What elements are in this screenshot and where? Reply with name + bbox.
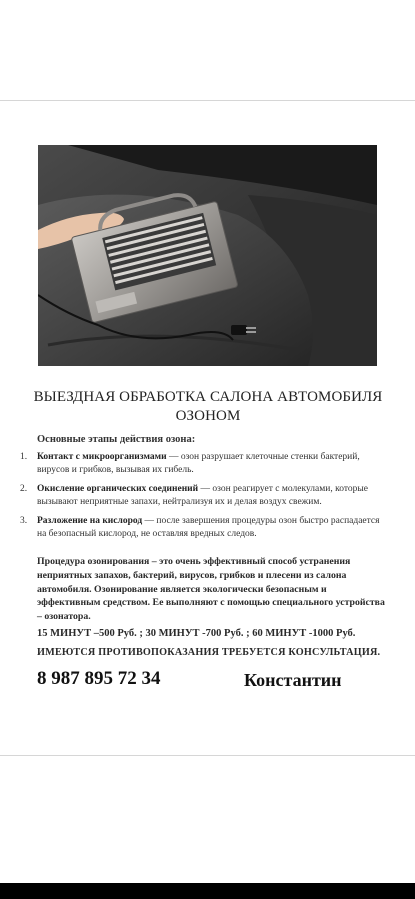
price-list: 15 МИНУТ –500 Руб. ; 30 МИНУТ -700 Руб. ; 60 МИНУТ -1000 Руб. xyxy=(37,628,356,639)
list-item-text: — озон реагирует с молекулами, которые вызывают неприятные запахи, нейтрализуя их и делая воздух свежим. xyxy=(37,484,368,507)
phone-number[interactable]: 8 987 895 72 34 xyxy=(37,668,161,689)
ozone-steps-list xyxy=(20,451,380,547)
list-item-term: Контакт с микроорганизмами xyxy=(37,452,167,462)
list-item-term: Разложение на кислород xyxy=(37,516,143,526)
list-item xyxy=(20,483,380,508)
contraindications-warning: ИМЕЮТСЯ ПРОТИВОПОКАЗАНИЯ ТРЕБУЕТСЯ КОНСУЛЬТАЦИЯ. xyxy=(37,647,381,658)
contact-name: Константин xyxy=(244,670,342,690)
list-item-number: 1. xyxy=(20,452,28,462)
list-item-term: Окисление органических соединений xyxy=(37,484,199,494)
list-item-number: 2. xyxy=(20,484,28,494)
bottom-bar xyxy=(0,883,415,899)
list-item xyxy=(20,515,380,540)
bottom-divider xyxy=(0,755,415,756)
list-item xyxy=(20,451,380,476)
top-divider xyxy=(0,100,415,101)
list-item-text: — озон разрушает клеточные стенки бактерий, вирусов и грибков, вызывая их гибель. xyxy=(37,452,360,475)
ozone-generator-photo xyxy=(38,145,377,366)
list-item-number: 3. xyxy=(20,516,28,526)
document-title: ВЫЕЗДНАЯ ОБРАБОТКА САЛОНА АВТОМОБИЛЯ ОЗОНОМ xyxy=(33,389,383,424)
procedure-description: Процедура озонирования – это очень эффективный способ устранения неприятных запахов, бактерий, вирусов, грибков и плесени из салона автомобиля. Озонирование является экологически безопасным и эффективным средством. Ее выполняют с помощью специального устройства – озонатора. xyxy=(37,556,385,623)
list-item-text: — после завершения процедуры озон быстро распадается на безопасный кислород, не оставляя вредных следов. xyxy=(37,516,380,539)
section-subtitle: Основные этапы действия озона: xyxy=(37,434,196,445)
